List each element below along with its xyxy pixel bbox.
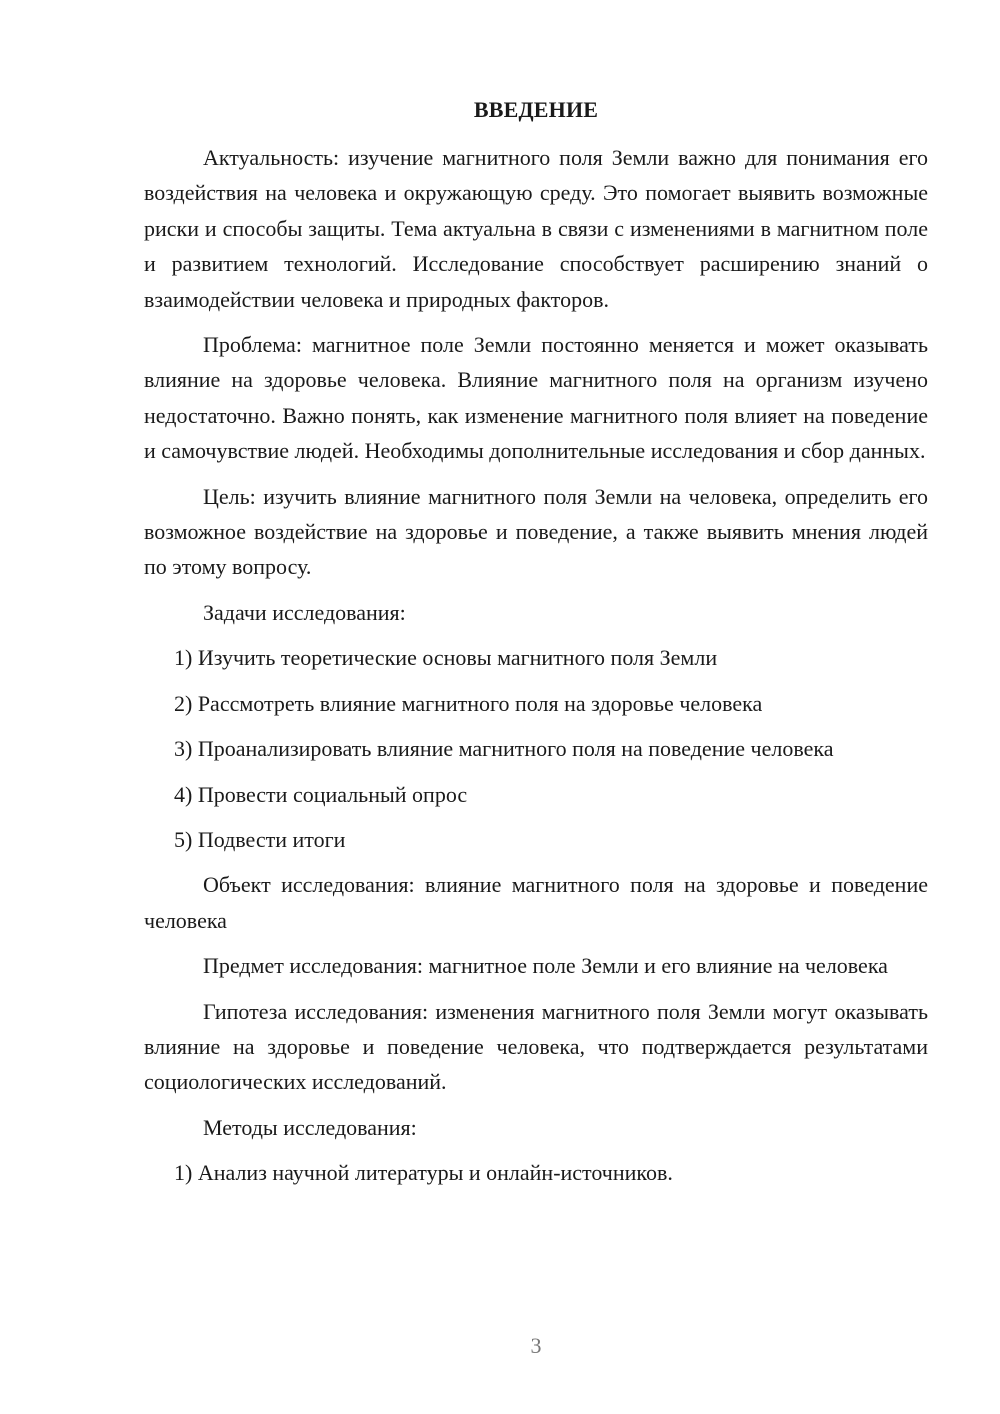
- methods-heading: Методы исследования:: [203, 1114, 417, 1140]
- page-number: 3: [530, 1333, 542, 1358]
- hypothesis-paragraph: Гипотеза исследования: изменения магнитного поля Земли могут оказывать влияние на здоровье и поведение человека, что подтверждается результатами социологических исследований.: [144, 998, 928, 1095]
- object-paragraph: Объект исследования: влияние магнитного поля на здоровье и поведение человека: [144, 872, 928, 933]
- problem-paragraph: Проблема: магнитное поле Земли постоянно меняется и может оказывать влияние на здоровье человека. Влияние магнитного поля на организм изучено недостаточно. Важно понять, как изменение магнитного поля влияет на поведение и самочувствие людей. Необходимы дополнительные исследования и сбор данных.: [144, 332, 928, 464]
- subject-paragraph: Предмет исследования: магнитное поле Земли и его влияние на человека: [203, 953, 888, 979]
- relevance-paragraph: Актуальность: изучение магнитного поля Земли важно для понимания его воздействия на человека и окружающую среду. Это помогает выявить возможные риски и способы защиты. Тема актуальна в связи с изменениями в магнитном поле и развитием технологий. Исследование способствует расширению знаний о взаимодействии человека и природных факторов.: [144, 145, 928, 312]
- goal-paragraph: Цель: изучить влияние магнитного поля Земли на человека, определить его возможное воздействие на здоровье и поведение, а также выявить мнения людей по этому вопросу.: [144, 483, 928, 580]
- task-item: 4) Провести социальный опрос: [174, 781, 468, 807]
- document-body: [144, 140, 928, 1201]
- task-item: 3) Проанализировать влияние магнитного поля на поведение человека: [174, 736, 834, 762]
- task-item: 2) Рассмотреть влияние магнитного поля на здоровье человека: [174, 690, 763, 716]
- task-item: 1) Изучить теоретические основы магнитного поля Земли: [174, 645, 718, 671]
- tasks-heading: Задачи исследования:: [203, 599, 406, 625]
- task-item: 5) Подвести итоги: [174, 826, 346, 852]
- page-title: ВВЕДЕНИЕ: [473, 97, 599, 122]
- method-item: 1) Анализ научной литературы и онлайн-источников.: [174, 1160, 673, 1186]
